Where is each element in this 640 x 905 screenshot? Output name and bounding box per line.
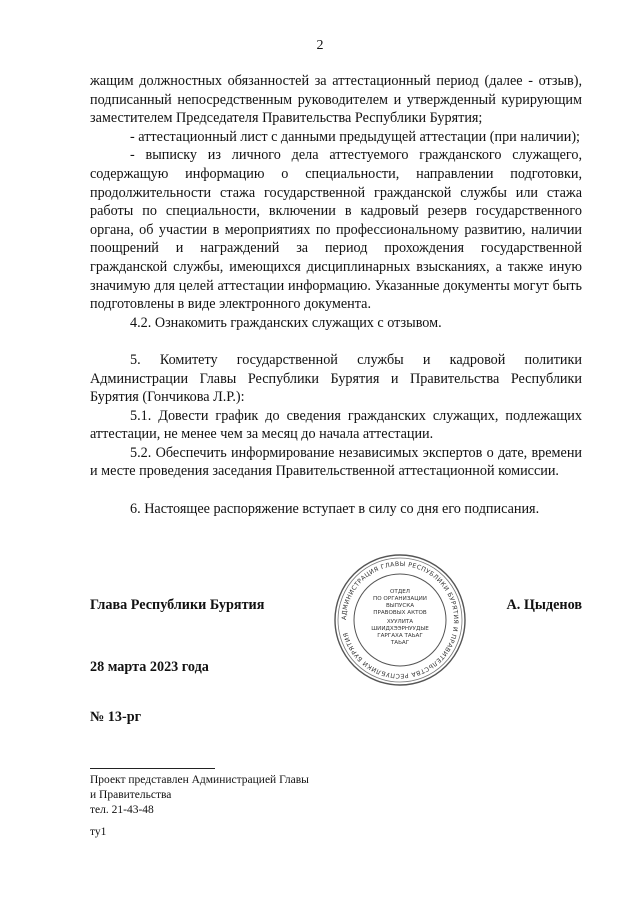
official-seal-icon — [333, 553, 467, 687]
signatory-position: Глава Республики Бурятия — [90, 597, 265, 613]
seal-line: ПО ОРГАНИЗАЦИИ — [373, 596, 427, 602]
paragraph-attestation-sheet: - аттестационный лист с данными предыдущей аттестации (при наличии); — [130, 128, 580, 145]
footnote-phone: тел. 21-43-48 — [90, 804, 154, 816]
seal-line: ТАЬАГ — [390, 640, 410, 646]
paragraph-5-2: 5.2. Обеспечить информирование независимых экспертов о дате, времени и месте проведения заседания Правительственной аттестационной комиссии. — [90, 444, 582, 480]
document-date: 28 марта 2023 года — [90, 659, 209, 675]
seal-line: ШИИДХЭЭРНУУДЫЕ — [371, 626, 429, 632]
signatory-name: А. Цыденов — [506, 597, 582, 613]
footnote — [90, 773, 309, 818]
seal-line: ПРАВОВЫХ АКТОВ — [373, 610, 427, 616]
seal-line: ВЫПУСКА — [385, 603, 415, 609]
document-code: ту1 — [90, 826, 107, 838]
footnote-line-2: и Правительства — [90, 789, 172, 801]
document-number: № 13-рг — [90, 709, 142, 725]
paragraph-6: 6. Настоящее распоряжение вступает в силу со дня его подписания. — [130, 500, 540, 517]
paragraph-4-2: 4.2. Ознакомить гражданских служащих с отзывом. — [130, 314, 442, 331]
paragraph-review-continuation: жащим должностных обязанностей за аттестационный период (далее - отзыв), подписанный непосредственным руководителем и утвержденный курирующим заместителем Председателя Правительства Республики Бурятия; — [90, 73, 582, 127]
seal-line: ОТДЕЛ — [390, 589, 410, 595]
paragraph-5: 5. Комитету государственной службы и кадровой политики Администрации Главы Республики Бурятия и Правительства Республики Бурятия (Гончикова Л.Р.): — [90, 351, 582, 406]
footnote-line-1: Проект представлен Администрацией Главы — [90, 774, 309, 786]
seal-ring-text: АДМИНИСТРАЦИЯ ГЛАВЫ РЕСПУБЛИКИ БУРЯТИЯ И ПРАВИТЕЛЬСТВА РЕСПУБЛИКИ БУРЯТИЯ — [340, 560, 460, 680]
seal-line: ГАРГАХА ТАЬАГ — [377, 633, 423, 639]
paragraph-5-1: 5.1. Довести график до сведения гражданских служащих, подлежащих аттестации, не менее чем за месяц до начала аттестации. — [90, 407, 582, 443]
document-body — [90, 72, 582, 518]
footnote-divider — [90, 768, 215, 769]
seal-line: ХУУЛИТА — [386, 619, 414, 625]
paragraph-personal-file-extract: - выписку из личного дела аттестуемого гражданского служащего, содержащую информацию о специальности, направлении подготовки, продолжительности стажа государственной гражданской службы или стажа работы по специальности, включении в кадровый резерв государственного органа, об участии в мероприятиях по профессиональному развитию, наличии поощрений и награждений за период прохождения государственной гражданской службы, имеющихся дисциплинарных взысканиях, а также иную значимую для целей аттестации информацию. Указанные документы могут быть подготовлены в виде электронного документа. — [90, 147, 582, 313]
page-number: 2 — [316, 38, 324, 53]
